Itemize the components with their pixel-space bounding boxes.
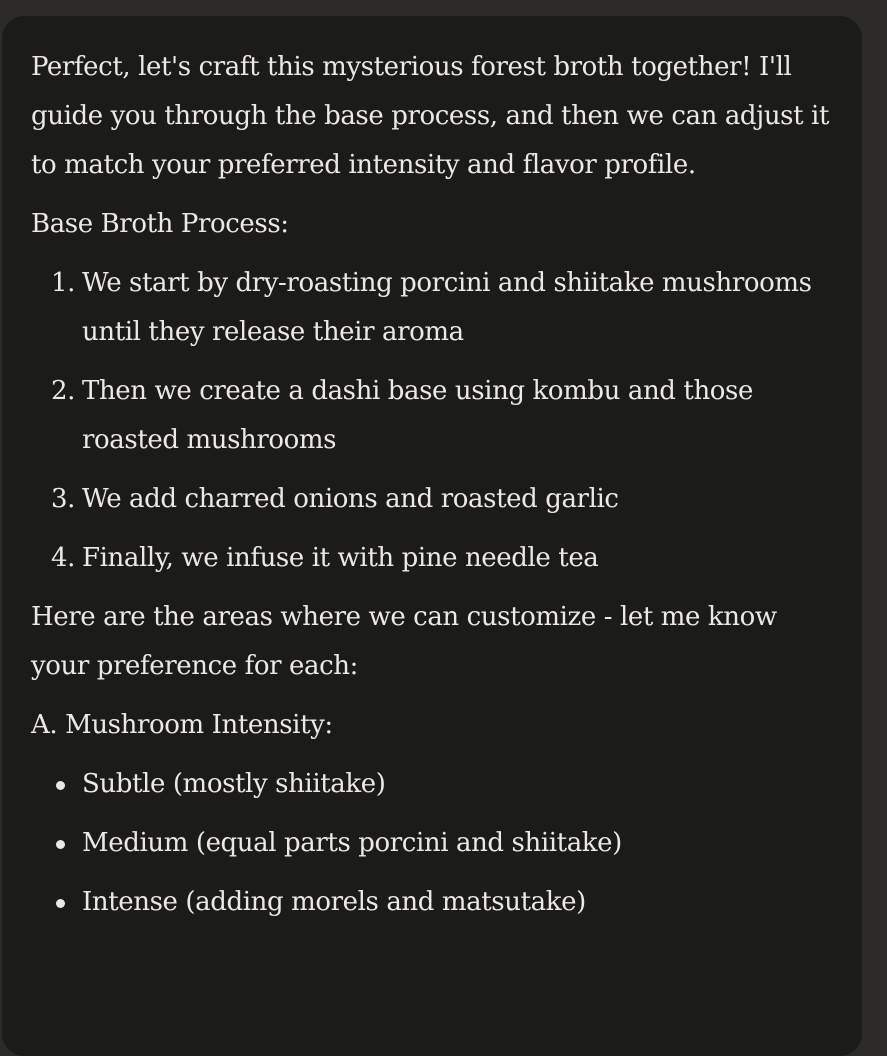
step-text: We add charred onions and roasted garlic bbox=[82, 484, 619, 514]
base-process-heading: Base Broth Process: bbox=[31, 209, 289, 239]
list-item bbox=[31, 259, 842, 357]
mushroom-intensity-heading: A. Mushroom Intensity: bbox=[31, 710, 333, 740]
bullet-dot-icon bbox=[56, 840, 65, 849]
list-item bbox=[31, 534, 842, 583]
step-text: Finally, we infuse it with pine needle tea bbox=[82, 543, 599, 573]
option-text: Subtle (mostly shiitake) bbox=[82, 769, 386, 799]
list-item bbox=[31, 760, 842, 809]
bullet-dot-icon bbox=[56, 781, 65, 790]
step-number: 4. bbox=[51, 543, 76, 573]
step-text: We start by dry-roasting porcini and shiitake mushrooms until they release their aroma bbox=[82, 268, 812, 347]
steps-list bbox=[31, 259, 842, 583]
option-text: Medium (equal parts porcini and shiitake) bbox=[82, 828, 622, 858]
intensity-options-list bbox=[31, 760, 842, 927]
customize-paragraph: Here are the areas where we can customize - let me know your preference for each: bbox=[31, 602, 777, 681]
step-number: 3. bbox=[51, 484, 76, 514]
bullet-dot-icon bbox=[56, 899, 65, 908]
step-text: Then we create a dashi base using kombu and those roasted mushrooms bbox=[82, 376, 753, 455]
assistant-message bbox=[2, 16, 862, 1056]
list-item bbox=[31, 367, 842, 465]
list-item bbox=[31, 878, 842, 927]
intro-paragraph: Perfect, let's craft this mysterious forest broth together! I'll guide you through the base process, and then we can adjust it to match your preferred intensity and flavor profile. bbox=[31, 52, 829, 180]
option-text: Intense (adding morels and matsutake) bbox=[82, 887, 586, 917]
step-number: 1. bbox=[51, 268, 76, 298]
list-item bbox=[31, 475, 842, 524]
list-item bbox=[31, 819, 842, 868]
step-number: 2. bbox=[51, 376, 76, 406]
